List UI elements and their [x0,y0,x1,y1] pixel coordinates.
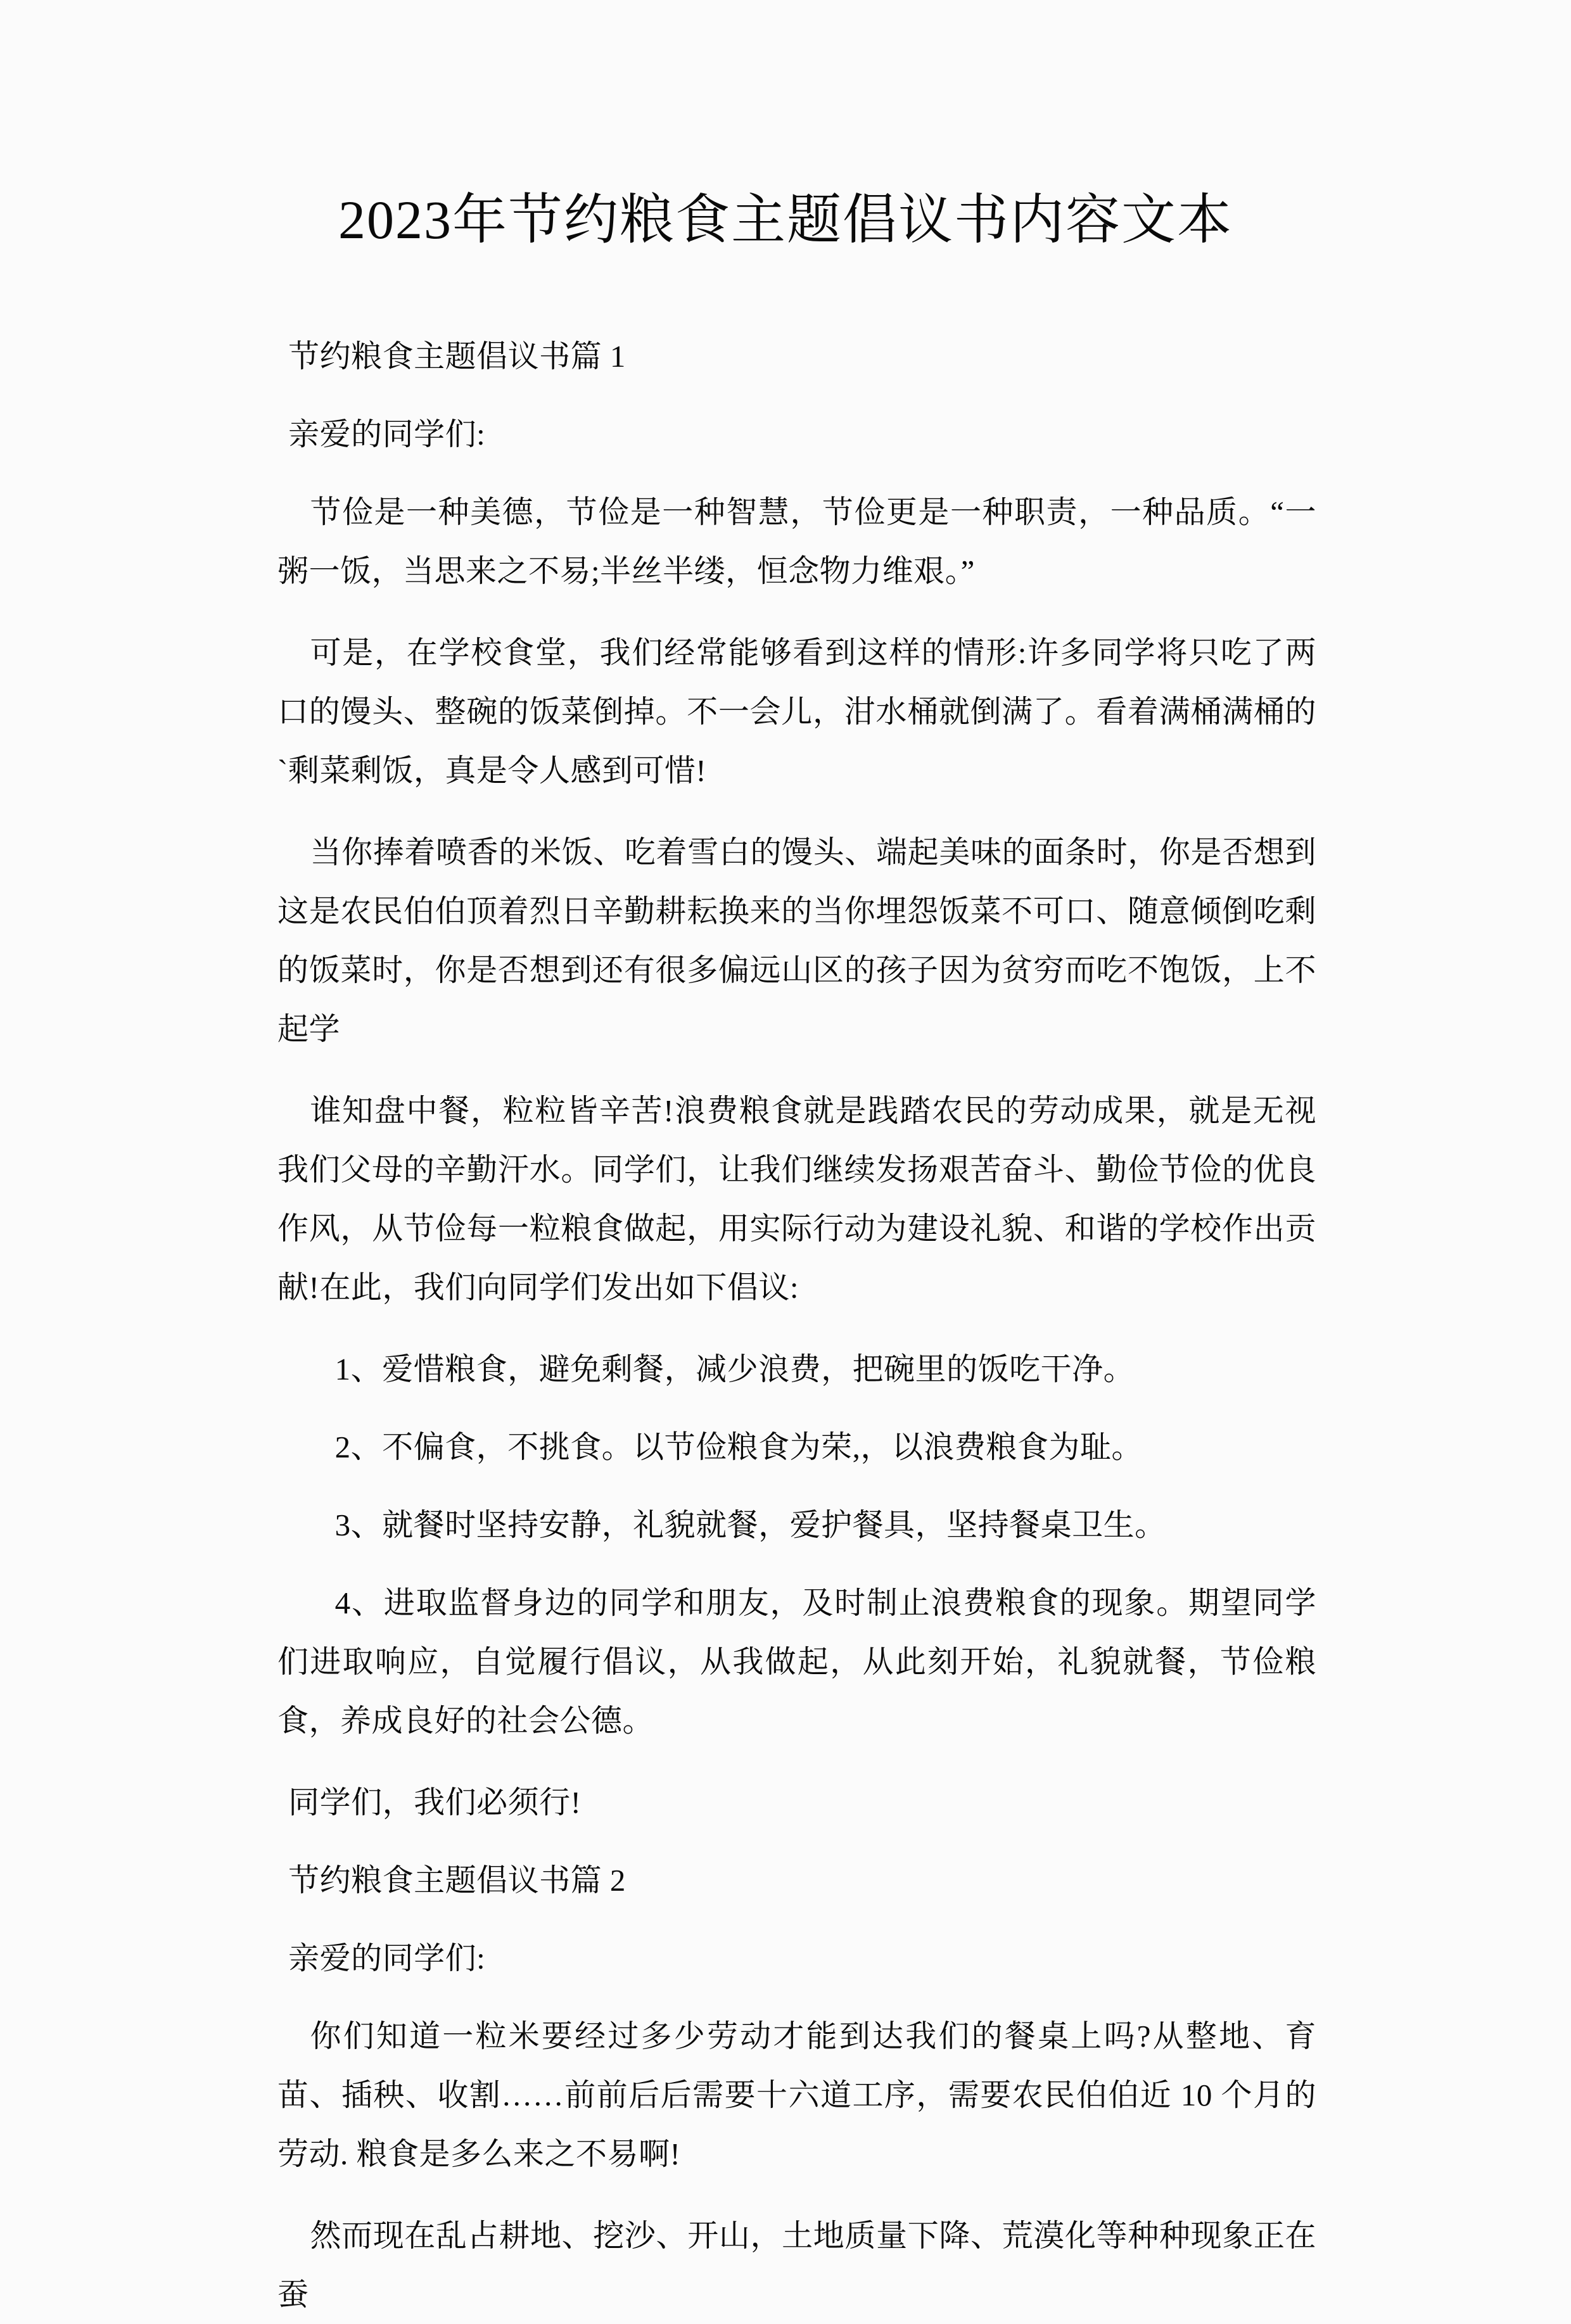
section-heading-pian-1: 节约粮食主题倡议书篇 1 [288,339,626,374]
list-item-2: 2、不偏食，不挑食。以节俭粮食为荣,，以浪费粮食为耻。 [334,1430,1143,1464]
section-heading-pian-2: 节约粮食主题倡议书篇 2 [288,1863,626,1898]
salutation-1: 亲爱的同学们: [288,417,486,452]
paragraph-shuizhi-panzhongcan: 谁知盘中餐，粒粒皆辛苦!浪费粮食就是践踏农民的劳动成果，就是无视我们父母的辛勤汗水。同学们，让我们继续发扬艰苦奋斗、勤俭节俭的优良作风，从节俭每一粒粮食做起，用实际行动为建设礼貌、和谐的学校作出贡献!在此，我们向同学们发出如下倡议: [277,1093,1316,1305]
list-item-3: 3、就餐时坚持安静，礼貌就餐，爱护餐具，坚持餐桌卫生。 [334,1508,1166,1542]
paragraph-xuexiao-shitang: 可是，在学校食堂，我们经常能够看到这样的情形:许多同学将只吃了两口的馒头、整碗的饭菜倒掉。不一会儿，泔水桶就倒满了。看着满桶满桶的`剩菜剩饭，真是令人感到可惜! [277,635,1316,788]
paragraph-pengxiang-mifan: 当你捧着喷香的米饭、吃着雪白的馒头、端起美味的面条时，你是否想到这是农民伯伯顶着烈日辛勤耕耘换来的当你埋怨饭菜不可口、随意倾倒吃剩的饭菜时，你是否想到还有很多偏远山区的孩子因为贫穷而吃不饱饭，上不起学 [277,835,1316,1046]
list-item-4: 4、进取监督身边的同学和朋友，及时制止浪费粮食的现象。期望同学们进取响应，自觉履行倡议，从我做起，从此刻开始，礼貌就餐，节俭粮食，养成良好的社会公德。 [277,1585,1316,1738]
list-item-1: 1、爱惜粮食，避免剩餐，减少浪费，把碗里的饭吃干净。 [334,1352,1135,1387]
paragraph-yilimi-laodong: 你们知道一粒米要经过多少劳动才能到达我们的餐桌上吗?从整地、育苗、插秧、收割……前前后后需要十六道工序，需要农民伯伯近 10 个月的劳动. 粮食是多么来之不易啊! [277,2019,1316,2171]
paragraph-luanzhan-gengdi: 然而现在乱占耕地、挖沙、开山，土地质量下降、荒漠化等种种现象正在蚕 [277,2218,1316,2312]
page-title: 2023年节约粮食主题倡议书内容文本 [338,189,1233,250]
salutation-2: 亲爱的同学们: [288,1941,486,1976]
document-body [277,327,1316,2324]
paragraph-jiejian-meide: 节俭是一种美德，节俭是一种智慧，节俭更是一种职责，一种品质。“一粥一饭，当思来之不易;半丝半缕，恒念物力维艰。” [277,495,1316,588]
closing-line-1: 同学们，我们必须行! [288,1785,582,1820]
